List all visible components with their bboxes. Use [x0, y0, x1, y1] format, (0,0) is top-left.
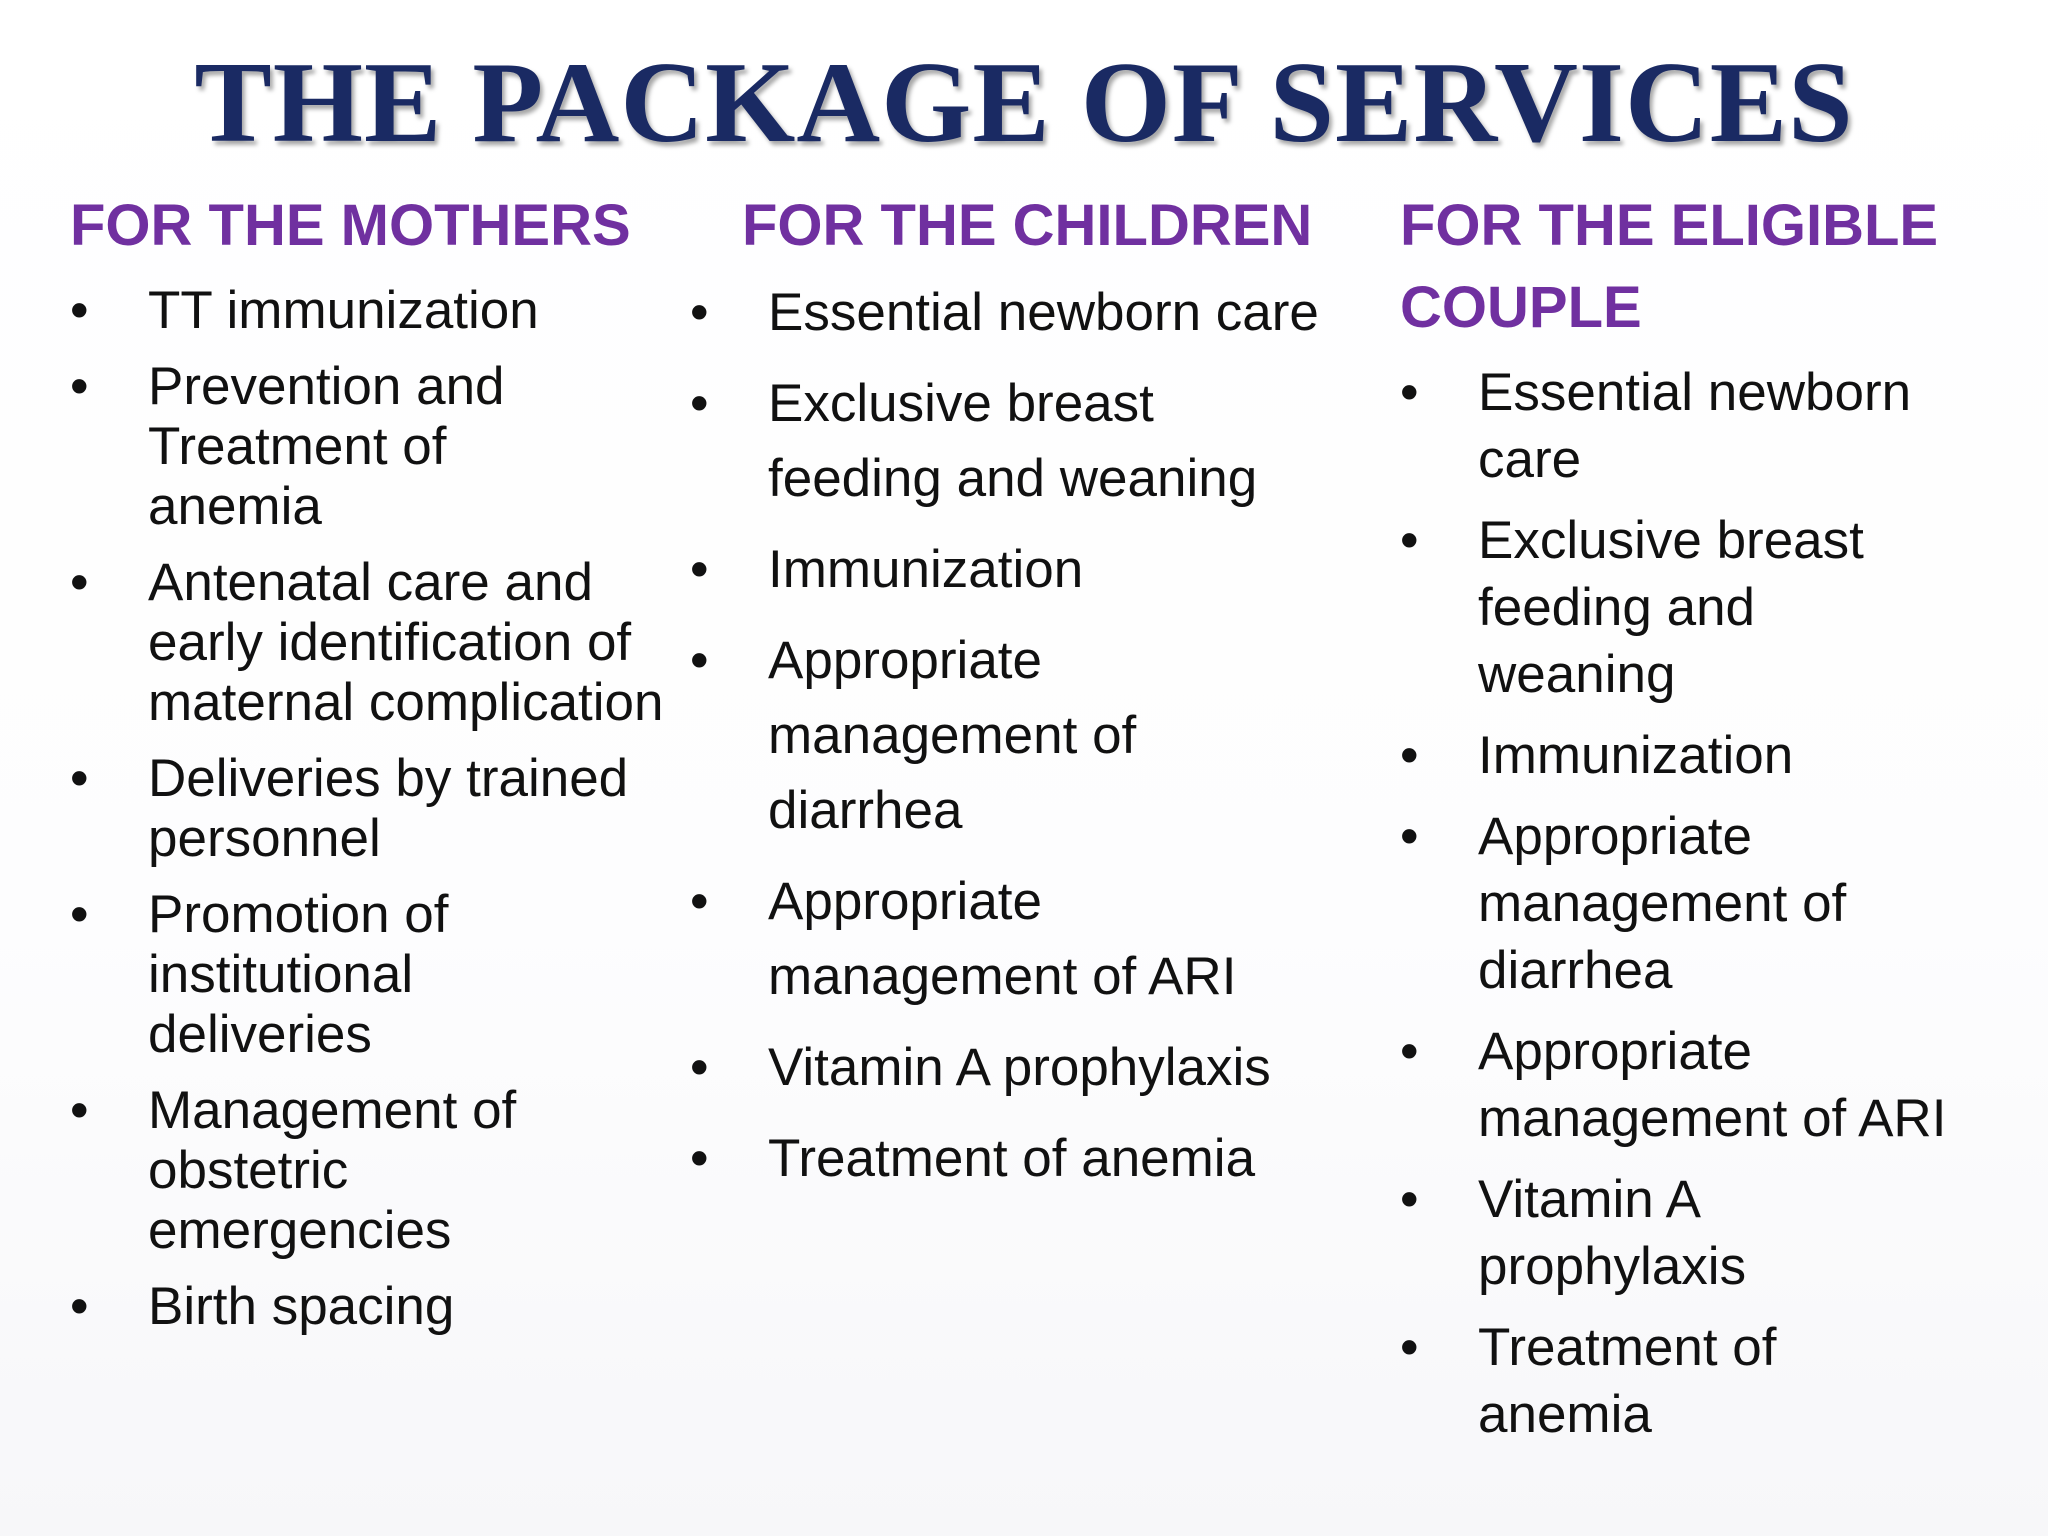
- service-list-eligible-couple: [1400, 359, 2030, 1448]
- column-heading-eligible-couple: FOR THE ELIGIBLE COUPLE: [1400, 193, 1939, 340]
- list-item: • Management of obstetric emergencies: [70, 1081, 608, 1261]
- list-item: • Appropriate management of diarrhea: [1400, 803, 1958, 1004]
- list-item: • Appropriate management of diarrhea: [690, 623, 1208, 848]
- list-item: • Immunization: [1400, 722, 2030, 789]
- service-list-mothers: [70, 281, 670, 1337]
- list-item: • Vitamin A prophylaxis: [690, 1030, 1380, 1105]
- column-heading-mothers: FOR THE MOTHERS: [70, 193, 631, 258]
- list-item: • Vitamin A prophylaxis: [1400, 1166, 1858, 1300]
- list-item: • Treatment of anemia: [1400, 1314, 1898, 1448]
- list-item: • Appropriate management of ARI: [1400, 1018, 2038, 1152]
- column-children: [690, 185, 1380, 1212]
- list-item: • Immunization: [690, 532, 1380, 607]
- slide-title: THE PACKAGE OF SERVICES: [194, 39, 1854, 167]
- list-item: • Exclusive breast feeding and weaning: [1400, 507, 1948, 708]
- service-list-children: [690, 275, 1380, 1196]
- list-item: • TT immunization: [70, 281, 670, 341]
- list-item: • Essential newborn care: [1400, 359, 1998, 493]
- list-item: • Appropriate management of ARI: [690, 864, 1328, 1014]
- list-item: • Prevention and Treatment of anemia: [70, 357, 588, 537]
- column-eligible-couple: [1400, 185, 2030, 1462]
- list-item: • Essential newborn care: [690, 275, 1380, 350]
- list-item: • Deliveries by trained personnel: [70, 749, 668, 869]
- list-item: • Treatment of anemia: [690, 1121, 1380, 1196]
- column-heading-children: FOR THE CHILDREN: [742, 193, 1313, 258]
- list-item: • Exclusive breast feeding and weaning: [690, 366, 1328, 516]
- list-item: • Birth spacing: [70, 1277, 670, 1337]
- list-item: • Antenatal care and early identification of maternal complication: [70, 553, 668, 733]
- column-mothers: [70, 185, 670, 1353]
- list-item: • Promotion of institutional deliveries: [70, 885, 568, 1065]
